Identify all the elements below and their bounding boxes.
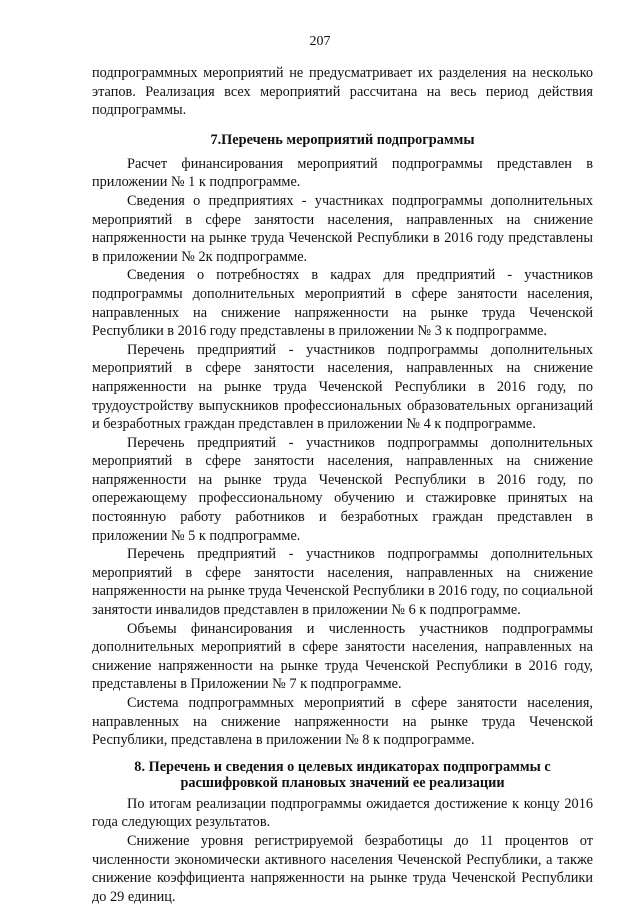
- section-7-paragraph: Сведения о предприятиях - участниках подпрограммы дополнительных мероприятий в сфере занятости населения, направленных на снижение напряженности на рынке труда Чеченской Республики в 2016 году представлены в приложении № 2к подпрограмме.: [92, 192, 593, 265]
- intro-paragraph: подпрограммных мероприятий не предусматривает их разделения на несколько этапов. Реализация всех мероприятий рассчитана на весь период действия подпрограммы.: [92, 65, 593, 119]
- section-8-title-line-2: расшифровкой плановых значений ее реализации: [180, 774, 505, 791]
- section-8-title-line-1: 8. Перечень и сведения о целевых индикаторах подпрограммы с: [134, 758, 551, 775]
- section-7-paragraph: Перечень предприятий - участников подпрограммы дополнительных мероприятий в сфере занятости населения, направленных на снижение напряженности на рынке труда Чеченской Республики в 2016 году, по опережающему профессиональному обучению и стажировке принятых на постоянную работу работников и безработных граждан представлен в приложении № 5 к подпрограмме.: [92, 434, 593, 544]
- section-7-paragraph: Перечень предприятий - участников подпрограммы дополнительных мероприятий в сфере занятости населения, направленных на снижение напряженности на рынке труда Чеченской Республики в 2016 году, по социальной занятости инвалидов представлен в приложении № 6 к подпрограмме.: [92, 546, 593, 619]
- section-7-paragraph: Перечень предприятий - участников подпрограммы дополнительных мероприятий в сфере занятости населения, направленных на снижение напряженности на рынке труда Чеченской Республики в 2016 году, по трудоустройству выпускников профессиональных образовательных организаций и безработных граждан представлен в приложении № 4 к подпрограмме.: [92, 341, 593, 433]
- section-7-title: 7.Перечень мероприятий подпрограммы: [210, 131, 475, 148]
- section-7-paragraph: Система подпрограммных мероприятий в сфере занятости населения, направленных на снижение напряженности на рынке труда Чеченской Республики, представлена в приложении № 8 к подпрограмме.: [92, 695, 593, 749]
- page-number: 207: [309, 34, 331, 49]
- section-7-paragraph: Сведения о потребностях в кадрах для предприятий - участников подпрограммы дополнительных мероприятий в сфере занятости населения, направленных на снижение напряженности на рынке труда Чеченской Республики в 2016 году представлены в приложении № 3 к подпрограмме.: [92, 267, 593, 340]
- section-8-paragraph: Снижение уровня регистрируемой безработицы до 11 процентов от численности экономически активного населения Чеченской Республики, а также снижение коэффициента напряженности на рынке труда Чеченской Республики до 29 единиц.: [92, 832, 593, 905]
- section-7-paragraph: Расчет финансирования мероприятий подпрограммы представлен в приложении № 1 к подпрограмме.: [92, 155, 593, 191]
- section-7-paragraph: Объемы финансирования и численность участников подпрограммы дополнительных мероприятий в сфере занятости населения, направленных на снижение напряженности на рынке труда Чеченской Республики в 2016 году, представлены в Приложении № 7 к подпрограмме.: [92, 620, 593, 693]
- document-body: [92, 64, 593, 906]
- section-8-title: [92, 759, 593, 791]
- section-8-paragraph: По итогам реализации подпрограммы ожидается достижение к концу 2016 года следующих результатов.: [92, 795, 593, 831]
